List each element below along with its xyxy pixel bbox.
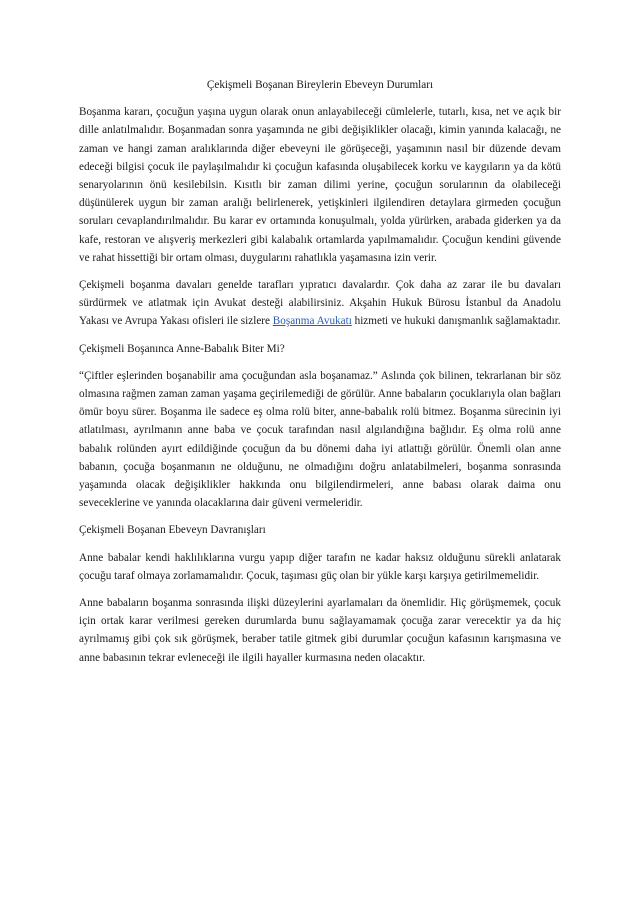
paragraph-lawyer-text-after: hizmeti ve hukuki danışmanlık sağlamaktadır. bbox=[351, 315, 561, 328]
paragraph-behaviors-2: Anne babaların boşanma sonrasında ilişki düzeylerini ayarlamaları da önemlidir. Hiç görüşmemek, çocuk için ortak karar verilmesi gereken durumlarda bunu sağlayamamak çocuğa zarar verecektir ya da hiç ayrılmamış gibi çok sık görüşmek, beraber tatile gitmek gibi durumlar çocuğun kafasının karışmasına ve anne babasının tekrar evleneceği ile ilgili hayaller kurmasına neden olacaktır. bbox=[79, 597, 561, 664]
document-page bbox=[79, 76, 561, 676]
paragraph-behaviors-1: Anne babalar kendi haklılıklarına vurgu yapıp diğer tarafın ne kadar haksız olduğunu sürekli anlatarak çocuğu taraf olmaya zorlamamalıdır. Çocuk, taşıması güç olan bir yükle karşı karşıya getirilmemelidir. bbox=[79, 551, 561, 582]
paragraph-intro: Boşanma kararı, çocuğun yaşına uygun olarak onun anlayabileceği cümlelerle, tutarlı, kısa, net ve açık bir dille anlatılmalıdır. Boşanmadan sonra yaşamında ne gibi değişiklikler olacağı, kimin yanında kalacağı, ne zaman ve hangi zaman aralıklarında diğer ebeveyni ile görüşeceği, yaşamının nasıl bir düzende devam edeceği bilgisi çocuk ile paylaşılmalıdır ki çocuğun kafasında oluşabilecek korku ve kaygıların ya da kötü senaryolarının önü kesilebilsin. Kısıtlı bir zaman dilimi yerine, çocuğun sorularının da olabileceği düşünülerek uygun bir zaman aralığı belirlenerek, yetişkinleri ilgilendiren detaylara girmeden çocuğun soruları cevaplandırılmalıdır. Bu karar ev ortamında konuşulmalı, yolda yürürken, arabada giderken ya da kafe, restoran ve alışveriş merkezleri gibi kalabalık ortamlarda yapılmamalıdır. Çocuğun kendini güvende ve rahat hissettiği bir ortam olması, duygularını rahatlıkla yaşamasına izin verir. bbox=[79, 106, 561, 264]
section-heading-behaviors: Çekişmeli Boşanan Ebeveyn Davranışları bbox=[79, 524, 266, 537]
bosanma-avukati-link[interactable]: Boşanma Avukatı bbox=[272, 315, 352, 328]
section-heading-parenthood: Çekişmeli Boşanınca Anne-Babalık Biter Mi? bbox=[79, 342, 285, 355]
paragraph-lawyer-text-before: Çekişmeli boşanma davaları genelde tarafları yıpratıcı davalardır. Çok daha az zarar ile bu davaları sürdürmek ve atlatmak için Avukat desteği alabilirsiniz. Akşahin Hukuk Bürosu İstanbul da Anadolu Yakası ve Avrupa Yakası ofisleri ile sizlere bbox=[79, 279, 561, 328]
paragraph-lawyer bbox=[79, 276, 561, 331]
document-title: Çekişmeli Boşanan Bireylerin Ebeveyn Durumları bbox=[206, 79, 434, 91]
paragraph-parenthood: “Çiftler eşlerinden boşanabilir ama çocuğundan asla boşanamaz.” Aslında çok bilinen, tekrarlanan bir söz olmasına rağmen zaman zaman yaşama geçirilemediği de görülür. Anne babaların çocuklarıyla olan bağları ömür boyu sürer. Boşanma ile sadece eş olma rolü biter, anne-babalık rolü bitmez. Boşanma sürecinin iyi atlatılması, ayrılmanın anne baba ve çocuk tarafından nasıl algılandığına bağlıdır. Eş olma rolü anne babalık rolünden ayırt edildiğinde çocuğun da bu dönemi daha iyi atlattığı görülür. Önemli olan anne babanın, çocuğa boşanmanın ne olduğunu, ne olmadığını doğru anlatabilmeleri, boşanma sonrasında yaşamında olacak değişiklikler hakkında onu bilgilendirmeleri, anne babası olarak daima onu seveceklerine ve yanında olacaklarına dair güveni vermeleridir. bbox=[79, 369, 561, 510]
